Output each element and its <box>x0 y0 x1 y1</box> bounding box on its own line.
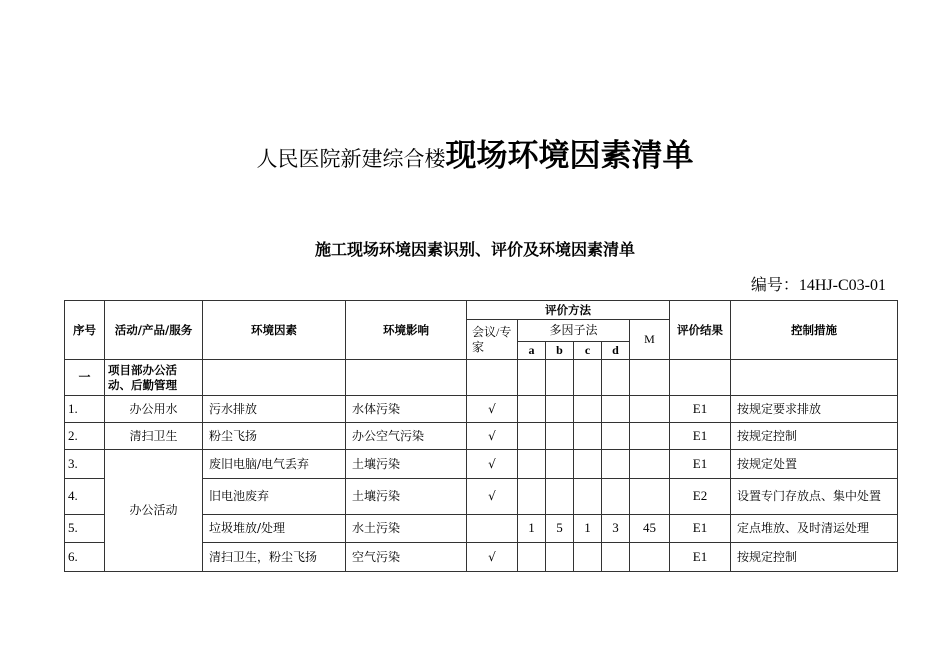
row-c: 1 <box>574 515 602 543</box>
row-result: E1 <box>670 396 731 423</box>
row-m: 45 <box>630 515 670 543</box>
doc-number: 编号：14HJ-C03-01 <box>750 277 886 294</box>
header-b: b <box>546 342 574 360</box>
row-a <box>518 543 546 572</box>
row-factor: 旧电池废弃 <box>203 479 346 515</box>
row-c <box>574 423 602 450</box>
row-impact: 土壤污染 <box>346 479 467 515</box>
row-measure: 按规定要求排放 <box>731 396 898 423</box>
row-a <box>518 396 546 423</box>
row-a <box>518 479 546 515</box>
row-d <box>602 479 630 515</box>
row-m <box>630 396 670 423</box>
row-b <box>546 543 574 572</box>
header-measure: 控制措施 <box>731 301 898 360</box>
row-m <box>630 423 670 450</box>
row-b <box>546 479 574 515</box>
row-b <box>546 450 574 479</box>
row-measure: 按规定处置 <box>731 450 898 479</box>
row-factor: 污水排放 <box>203 396 346 423</box>
row-activity-merged: 办公活动 <box>105 450 203 572</box>
row-d <box>602 423 630 450</box>
table-row <box>65 423 898 450</box>
header-impact: 环境影响 <box>346 301 467 360</box>
row-result: E1 <box>670 515 731 543</box>
row-factor: 垃圾堆放/处理 <box>203 515 346 543</box>
row-measure: 按规定控制 <box>731 543 898 572</box>
row-seq: 6. <box>65 543 105 572</box>
row-activity: 清扫卫生 <box>105 423 203 450</box>
row-result: E1 <box>670 423 731 450</box>
header-d: d <box>602 342 630 360</box>
row-b <box>546 396 574 423</box>
row-seq: 4. <box>65 479 105 515</box>
row-impact: 水体污染 <box>346 396 467 423</box>
row-b: 5 <box>546 515 574 543</box>
section-seq: 一 <box>65 360 105 396</box>
row-d <box>602 450 630 479</box>
row-measure: 定点堆放、及时清运处理 <box>731 515 898 543</box>
row-factor: 粉尘飞扬 <box>203 423 346 450</box>
header-method: 评价方法 <box>467 301 670 320</box>
row-impact: 水土污染 <box>346 515 467 543</box>
header-a: a <box>518 342 546 360</box>
header-multi: 多因子法 <box>518 320 630 342</box>
row-meeting: √ <box>467 450 518 479</box>
section-row <box>65 360 898 396</box>
page-title <box>0 130 950 175</box>
row-seq: 1. <box>65 396 105 423</box>
row-seq: 2. <box>65 423 105 450</box>
row-d <box>602 396 630 423</box>
row-meeting: √ <box>467 423 518 450</box>
row-measure: 设置专门存放点、集中处置 <box>731 479 898 515</box>
row-activity: 办公用水 <box>105 396 203 423</box>
row-c <box>574 396 602 423</box>
header-seq: 序号 <box>65 301 105 360</box>
row-a <box>518 423 546 450</box>
row-meeting: √ <box>467 479 518 515</box>
table-subtitle: 施工现场环境因素识别、评价及环境因素清单 <box>314 240 635 259</box>
title-main: 现场环境因素清单 <box>445 138 694 174</box>
row-impact: 土壤污染 <box>346 450 467 479</box>
row-meeting <box>467 515 518 543</box>
row-a: 1 <box>518 515 546 543</box>
header-m: M <box>630 320 670 360</box>
row-result: E1 <box>670 543 731 572</box>
section-name: 项目部办公活动、后勤管理 <box>105 360 203 396</box>
environment-factor-table <box>64 300 898 572</box>
row-result: E2 <box>670 479 731 515</box>
row-c <box>574 543 602 572</box>
row-impact: 办公空气污染 <box>346 423 467 450</box>
row-meeting: √ <box>467 396 518 423</box>
header-meeting: 会议/专家 <box>467 320 518 360</box>
row-d: 3 <box>602 515 630 543</box>
header-factor: 环境因素 <box>203 301 346 360</box>
header-result: 评价结果 <box>670 301 731 360</box>
row-b <box>546 423 574 450</box>
header-activity: 活动/产品/服务 <box>105 301 203 360</box>
row-meeting: √ <box>467 543 518 572</box>
row-m <box>630 450 670 479</box>
row-factor: 废旧电脑/电气丢弃 <box>203 450 346 479</box>
row-result: E1 <box>670 450 731 479</box>
row-seq: 5. <box>65 515 105 543</box>
title-prefix: 人民医院新建综合楼 <box>256 147 446 171</box>
header-c: c <box>574 342 602 360</box>
row-c <box>574 450 602 479</box>
row-c <box>574 479 602 515</box>
table-row <box>65 450 898 479</box>
row-measure: 按规定控制 <box>731 423 898 450</box>
row-m <box>630 543 670 572</box>
row-factor: 清扫卫生，粉尘飞扬 <box>203 543 346 572</box>
row-impact: 空气污染 <box>346 543 467 572</box>
row-seq: 3. <box>65 450 105 479</box>
table-row <box>65 396 898 423</box>
row-m <box>630 479 670 515</box>
row-a <box>518 450 546 479</box>
row-d <box>602 543 630 572</box>
